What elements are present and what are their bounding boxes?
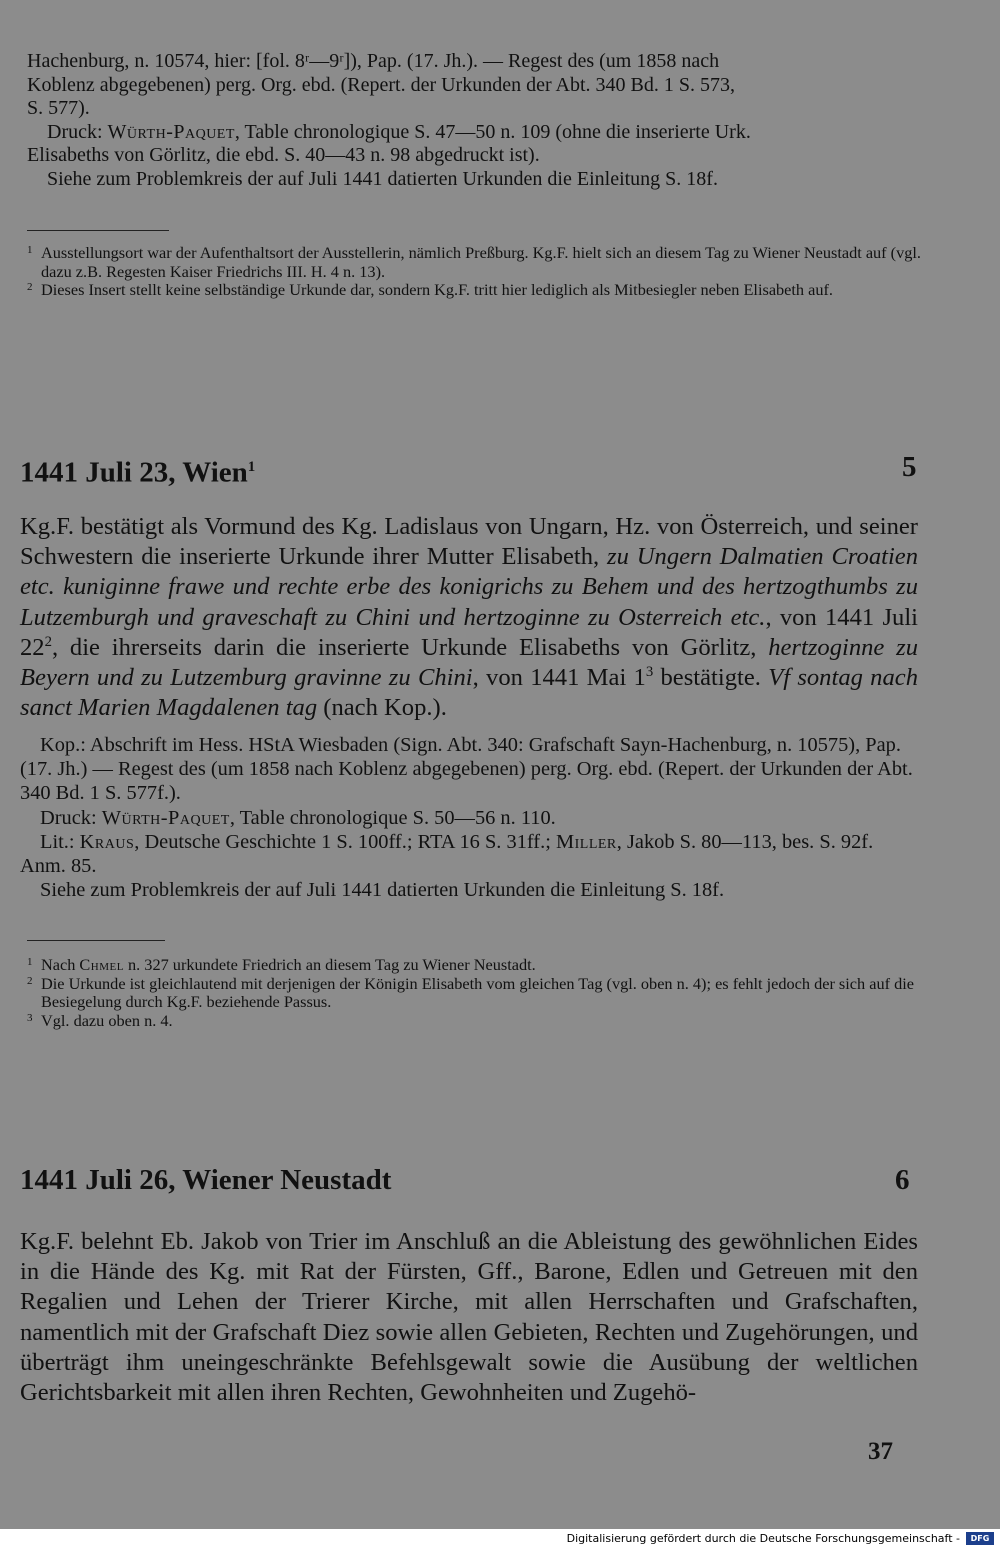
footnote-text: Dieses Insert stellt keine selbständige Urkunde dar, sondern Kg.F. tritt hier lediglich als Mitbesiegler neben Elisabeth auf. [41, 280, 834, 300]
druck-author: Würth-Paquet [107, 120, 235, 143]
lit-author: Kraus [79, 830, 135, 853]
entry-heading: 1441 Juli 26, Wiener Neustadt [20, 1164, 392, 1196]
entry-date-place: 1441 Juli 23, Wien [20, 456, 248, 489]
druck-text: , Table chronologique S. 50—56 n. 110. [229, 806, 556, 829]
regest-text: bestätigte. [653, 664, 769, 692]
kop-line: Kop.: Abschrift im Hess. HStA Wiesbaden (Sign. Abt. 340: Grafschaft Sayn-Hachenburg, n. 10575), Pap. (17. Jh.) — Regest des (um 1858 nach Koblenz abgegebenen) perg. Org. ebd. (Repert. der Urkunden der Abt. 340 Bd. 1 S. 577f.). [20, 734, 913, 805]
footnote [27, 1012, 927, 1031]
dfg-logo: DFG [966, 1532, 994, 1545]
quoted-title: zu Ungern Dalmatien Croatien etc. kuniginne frawe und rechte erbe des konigrichs zu Behem und des hertzogthumbs zu Lutzemburgh und graveschaft zu Chini und hertzoginne zu Osterreich etc. [20, 543, 919, 631]
date-formula: Vf sontag nach sanct Marien Magdalenen tag [20, 664, 918, 722]
footnote-mark: 1 [27, 956, 33, 968]
funding-notice: Digitalisierung gefördert durch die Deutsche Forschungsgemeinschaft - [566, 1532, 960, 1545]
lit-author: Miller [555, 830, 617, 853]
entry-number: 6 [895, 1164, 910, 1196]
regest-text: (nach Kop.). [317, 694, 447, 722]
previous-entry-continuation [27, 50, 927, 191]
footnote [27, 975, 927, 1012]
siehe-line: Siehe zum Problemkreis der auf Juli 1441 datierten Urkunden die Einleitung S. 18f. [47, 167, 718, 190]
druck-line [27, 121, 927, 145]
lit-label: Lit.: [40, 830, 75, 853]
footnote-text: Ausstellungsort war der Aufenthaltsort der Ausstellerin, nämlich Preßburg. Kg.F. hielt sich an diesem Tag zu Wiener Neustadt auf (vgl. dazu z.B. Regesten Kaiser Friedrichs III. H. 4 n. 13). [41, 243, 921, 281]
footnote-ref: 1 [247, 459, 256, 475]
footnote-mark: 2 [27, 281, 33, 294]
footnotes-mid [27, 956, 927, 1030]
druck-line [20, 806, 918, 830]
entry-apparatus [20, 733, 918, 902]
footnote-text: Die Urkunde ist gleichlautend mit derjenigen der Königin Elisabeth vom gleichen Tag (vgl. oben n. 4); es fehlt jedoch der sich auf die Besiegelung durch Kg.F. beziehende Passus. [41, 973, 914, 1012]
footnote-text: n. 327 urkundete Friedrich an diesem Tag zu Wiener Neustadt. [123, 955, 536, 974]
footnote-mark: 2 [27, 974, 33, 987]
footer-bar [0, 1529, 1000, 1549]
continuation-line: Koblenz abgegebenen) perg. Org. ebd. (Repert. der Urkunden der Abt. 340 Bd. 1 S. 573, [27, 73, 735, 96]
footnote-mark: 3 [27, 1011, 33, 1024]
regest-text: , von 1441 Mai 1 [472, 664, 646, 692]
footnote [27, 244, 927, 281]
lit-text: , Deutsche Geschichte 1 S. 100ff.; RTA 16 S. 31ff.; [134, 830, 556, 853]
druck-line-2: Elisabeths von Görlitz, die ebd. S. 40—43 n. 98 abgedruckt ist). [27, 144, 540, 166]
regest-text: Kg.F. belehnt Eb. Jakob von Trier im Anschluß an die Ableistung des gewöhnlichen Eides in die Hände des Kg. mit Rat der Fürsten, Gff., Barone, Edlen und Getreuen mit den Regalien und Lehen der Trierer Kirche, mit allen Herrschaften und Grafschaften, namentlich mit der Grafschaft Diez sowie allen Gebieten, Rechten und Zugehörungen, und überträgt ihm uneingeschränkte Befehlsgewalt sowie die Ausübung der weltlichen Gerichtsbarkeit mit allen ihren Rechten, Gewohnheiten und Zugehö- [20, 1228, 918, 1407]
footnote-rule [27, 940, 165, 941]
druck-text: , Table chronologique S. 47—50 n. 109 (ohne die inserierte Urk. [234, 120, 751, 143]
footnote-ref: 2 [44, 633, 52, 650]
footnote [27, 956, 927, 975]
footnote [27, 281, 927, 300]
regest-text: , von 1441 Juli 22 [20, 603, 918, 661]
page-number: 37 [868, 1438, 893, 1465]
footnote-ref: 3 [645, 663, 654, 680]
lit-text: , Jakob S. 80—113, bes. S. 92f. Anm. 85. [20, 830, 874, 878]
entry-regest [20, 1227, 918, 1408]
footnotes-top [27, 244, 927, 300]
entry-number: 5 [902, 451, 917, 483]
footnote-rule [27, 230, 169, 231]
siehe-line: Siehe zum Problemkreis der auf Juli 1441 datierten Urkunden die Einleitung S. 18f. [40, 879, 725, 902]
regest-text: Kg.F. bestätigt als Vormund des Kg. Ladislaus von Ungarn, Hz. von Österreich, und seiner Schwestern die inserierte Urkunde ihrer Mutter Elisabeth, [20, 513, 918, 571]
druck-author: Würth-Paquet [101, 806, 230, 829]
entry-regest [20, 512, 918, 723]
continuation-line: S. 577). [27, 97, 90, 119]
lit-line [20, 830, 918, 878]
continuation-line: Hachenburg, n. 10574, hier: [fol. 8ʳ—9ʳ]), Pap. (17. Jh.). — Regest des (um 1858 nach [27, 50, 720, 72]
quoted-title: hertzoginne zu Beyern und zu Lutzemburg gravinne zu Chini [20, 633, 919, 692]
druck-label: Druck: [47, 120, 103, 143]
druck-label: Druck: [40, 806, 97, 829]
entry-heading [20, 450, 920, 490]
footnote-text: Nach [41, 955, 80, 974]
regest-text: , die ihrerseits darin die inserierte Urkunde Elisabeths von Görlitz, [51, 633, 769, 661]
footnote-mark: 1 [27, 244, 33, 256]
footnote-text: Vgl. dazu oben n. 4. [41, 1010, 173, 1030]
footnote-author: Chmel [79, 955, 124, 974]
